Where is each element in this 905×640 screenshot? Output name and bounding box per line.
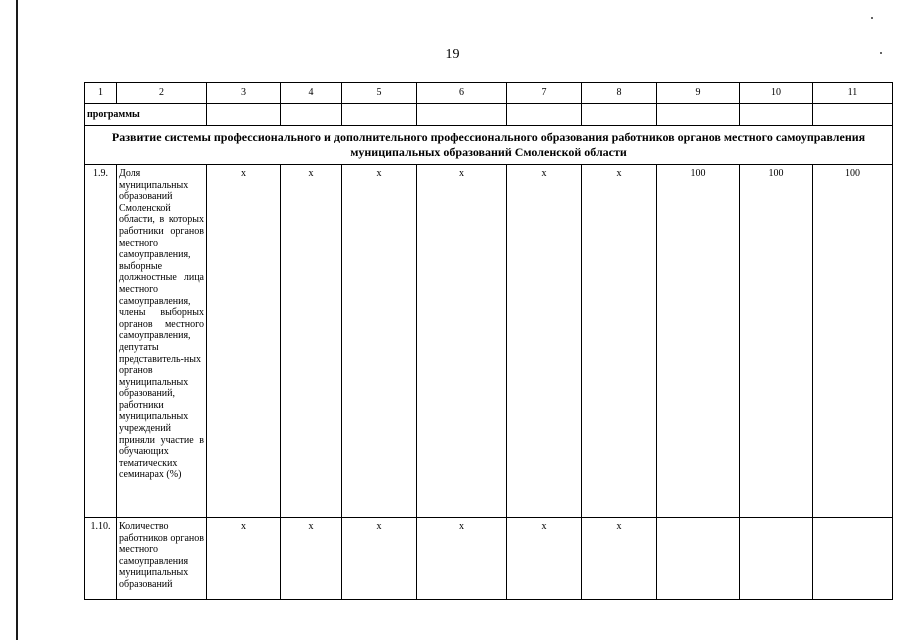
header-cell: 1	[85, 83, 117, 104]
empty-cell	[207, 104, 281, 126]
value-cell: 100	[657, 165, 740, 518]
value-cell: 100	[813, 165, 893, 518]
header-cell: 5	[342, 83, 417, 104]
value-cell: х	[281, 165, 342, 518]
value-cell: х	[342, 165, 417, 518]
header-cell: 4	[281, 83, 342, 104]
value-cell: х	[417, 165, 507, 518]
header-cell: 11	[813, 83, 893, 104]
program-row	[85, 104, 893, 126]
empty-cell	[281, 104, 342, 126]
header-cell: 7	[507, 83, 582, 104]
scan-speck	[871, 17, 873, 19]
row-number: 1.10.	[85, 518, 117, 600]
indicator-name: Количество работников органов местного самоуправления муниципальных образований	[117, 518, 207, 600]
empty-cell	[657, 104, 740, 126]
value-cell	[740, 518, 813, 600]
empty-cell	[342, 104, 417, 126]
header-cell: 6	[417, 83, 507, 104]
empty-cell	[417, 104, 507, 126]
program-cell: программы	[85, 104, 207, 126]
section-row	[85, 126, 893, 165]
value-cell: х	[207, 165, 281, 518]
empty-cell	[582, 104, 657, 126]
left-margin-line	[16, 0, 18, 640]
header-row	[85, 83, 893, 104]
value-cell: х	[582, 518, 657, 600]
page-number: 19	[445, 47, 460, 62]
indicator-table	[84, 82, 893, 600]
value-cell: 100	[740, 165, 813, 518]
header-cell: 10	[740, 83, 813, 104]
value-cell: х	[417, 518, 507, 600]
row-number: 1.9.	[85, 165, 117, 518]
empty-cell	[813, 104, 893, 126]
value-cell: х	[207, 518, 281, 600]
header-cell: 8	[582, 83, 657, 104]
empty-cell	[507, 104, 582, 126]
header-cell: 2	[117, 83, 207, 104]
indicator-name: Доля муниципальных образований Смоленской области, в которых работники органов местного самоуправления, выборные должностные лица местного самоуправления, члены выборных органов местного самоуправления, депутаты представитель-ных органов муниципальных образований, работники муниципальных учреждений приняли участие в обучающих тематических семинарах (%)	[117, 165, 207, 518]
value-cell	[813, 518, 893, 600]
header-cell: 9	[657, 83, 740, 104]
header-cell: 3	[207, 83, 281, 104]
value-cell: х	[507, 518, 582, 600]
empty-cell	[740, 104, 813, 126]
value-cell	[657, 518, 740, 600]
value-cell: х	[507, 165, 582, 518]
table-row	[85, 165, 893, 518]
value-cell: х	[582, 165, 657, 518]
value-cell: х	[281, 518, 342, 600]
value-cell: х	[342, 518, 417, 600]
section-title: Развитие системы профессионального и дополнительного профессионального образования работников органов местного самоуправления муниципальных образований Смоленской области	[85, 126, 893, 165]
table-row	[85, 518, 893, 600]
